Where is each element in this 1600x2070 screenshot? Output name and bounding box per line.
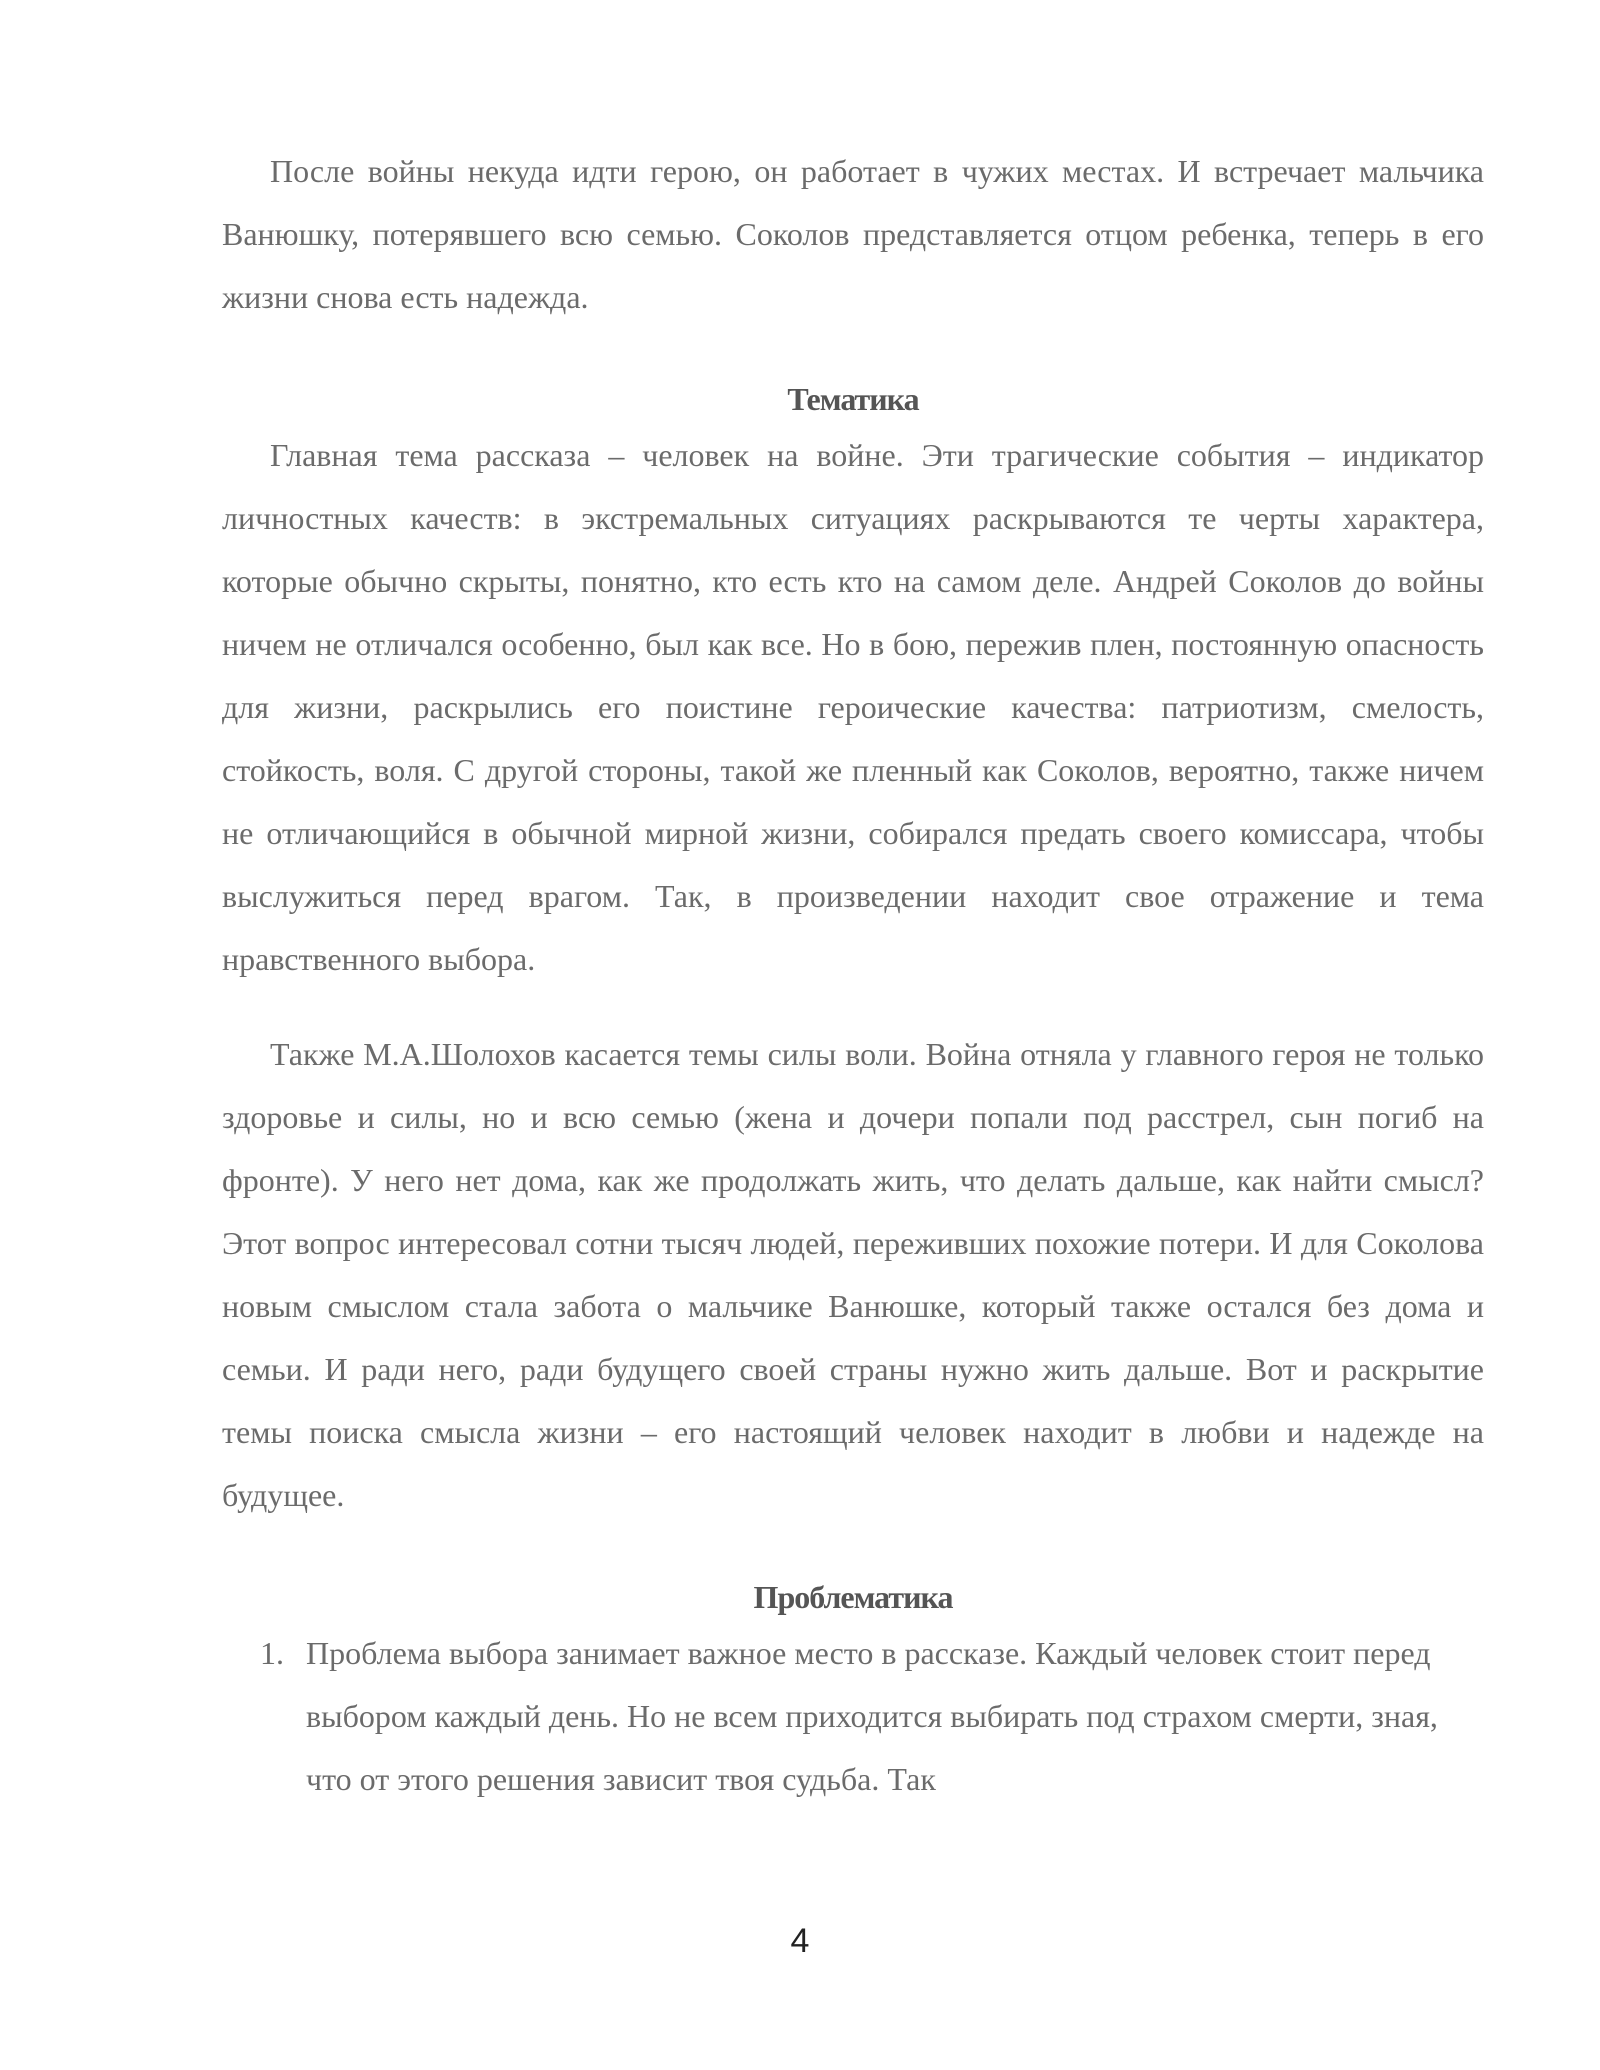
list-item: [222, 1622, 1456, 1811]
heading-theme: Тематика: [787, 381, 919, 417]
page-number: 4: [790, 1922, 810, 1960]
page-content: [222, 140, 1484, 1811]
paragraph-theme-1: Главная тема рассказа – человек на войне. Эти трагические события – индикатор личностных качеств: в экстремальных ситуациях раскрываются те черты характера, которые обычно скрыты, понятно, кто есть кто на самом деле. Андрей Соколов до войны ничем не отличался особенно, был как все. Но в бою, пережив плен, постоянную опасность для жизни, раскрылись его поистине героические качества: патриотизм, смелость, стойкость, воля. С другой стороны, такой же пленный как Соколов, вероятно, также ничем не отличающийся в обычной мирной жизни, собирался предать своего комиссара, чтобы выслужиться перед врагом. Так, в произведении находит свое отражение и тема нравственного выбора.: [222, 437, 1484, 977]
list-item-number: 1.: [260, 1635, 284, 1671]
paragraph-intro: После войны некуда идти герою, он работает в чужих местах. И встречает мальчика Ванюшку, потерявшего всю семью. Соколов представляется отцом ребенка, теперь в его жизни снова есть надежда.: [222, 153, 1484, 315]
paragraph-theme-2: Также М.А.Шолохов касается темы силы воли. Война отняла у главного героя не только здоровье и силы, но и всю семью (жена и дочери попали под расстрел, сын погиб на фронте). У него нет дома, как же продолжать жить, что делать дальше, как найти смысл? Этот вопрос интересовал сотни тысяч людей, переживших похожие потери. И для Соколова новым смыслом стала забота о мальчике Ванюшке, который также остался без дома и семьи. И ради него, ради будущего своей страны нужно жить дальше. Вот и раскрытие темы поиска смысла жизни – его настоящий человек находит в любви и надежде на будущее.: [222, 1036, 1484, 1513]
list-item-text: Проблема выбора занимает важное место в рассказе. Каждый человек стоит перед выбором каждый день. Но не всем приходится выбирать под страхом смерти, зная, что от этого решения зависит твоя судьба. Так: [306, 1635, 1438, 1797]
heading-problems: Проблематика: [753, 1579, 953, 1615]
